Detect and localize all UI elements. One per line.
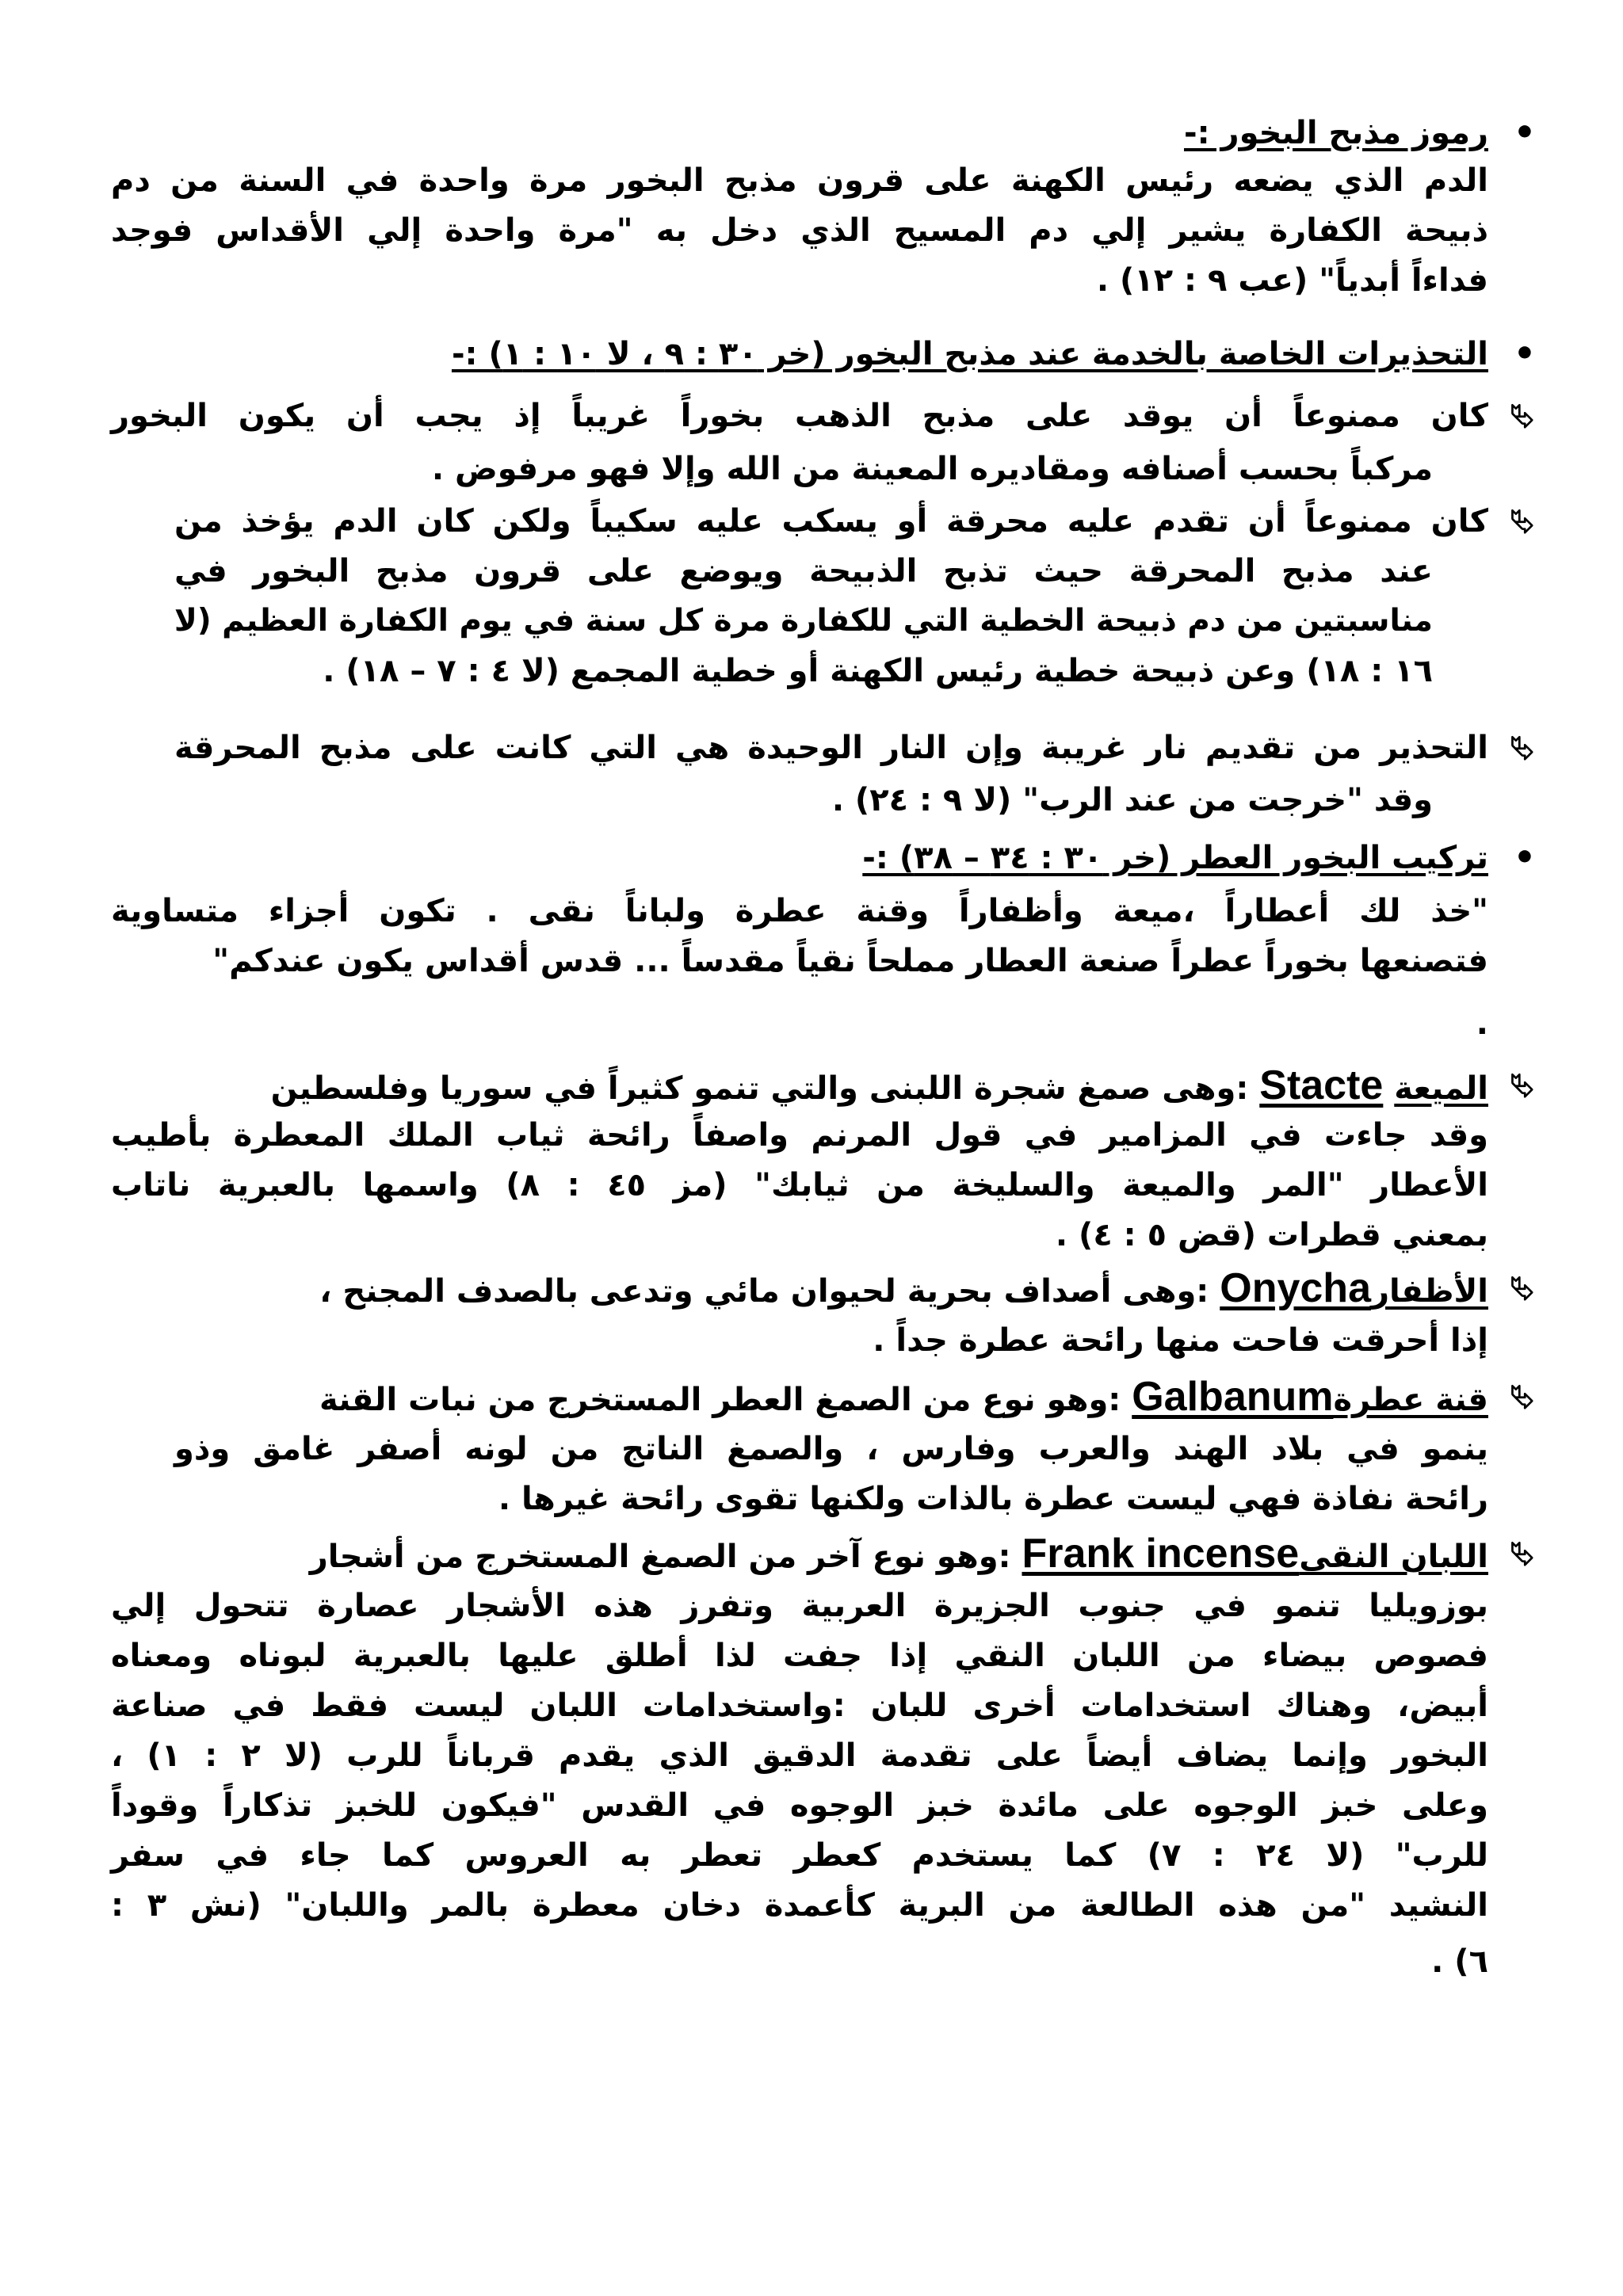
body-line: وقد "خرجت من عند الرب" (لا ٩ : ٢٤) . <box>831 782 1433 818</box>
ingredient-text: :وهى أصداف بحرية لحيوان مائي وتدعى بالصدف المجنح ، <box>319 1273 1209 1310</box>
ingredient-term: اللبان النقى <box>1299 1539 1488 1575</box>
body-line: كان ممنوعاً أن تقدم عليه محرقة أو يسكب عليه سكيباً ولكن كان الدم يؤخذ من <box>174 503 1488 540</box>
arrow-bullet-icon: ⮱ <box>1510 504 1534 539</box>
ingredient-term: الأظفار <box>1370 1273 1488 1310</box>
body-line: ينمو في بلاد الهند والعرب وفارس ، والصمغ الناتج من لونه أصفر غامق وذو <box>174 1431 1488 1467</box>
bullet-marker: • <box>1513 837 1536 878</box>
body-line: إذا أحرقت فاحت منها رائحة عطرة جداً . <box>873 1322 1488 1359</box>
ingredient-term: الميعة <box>1394 1070 1488 1107</box>
ingredient-term: قنة عطرة <box>1333 1382 1488 1418</box>
quote-line: "خذ لك أعطاراً ،ميعة وأظفاراً وقنة عطرة ولباناً نقى . تكون أجزاء متساوية <box>111 893 1488 929</box>
body-line: الأعطار "المر والميعة والسليخة من ثيابك" (مز ٤٥ : ٨) واسمها بالعبرية ناتاب <box>111 1167 1488 1203</box>
body-line: فصوص بيضاء من اللبان النقي إذا جفت لذا أطلق عليها بالعبرية لبوناه ومعناه <box>111 1638 1488 1674</box>
body-line: مناسبتين من دم ذبيحة الخطية التي للكفارة مرة كل سنة في يوم الكفارة العظيم (لا <box>174 603 1433 639</box>
ingredient-latin: Frank incense <box>1022 1531 1300 1577</box>
arrow-bullet-icon: ⮱ <box>1510 1379 1534 1414</box>
arrow-bullet-icon: ⮱ <box>1510 1536 1534 1571</box>
bullet-marker: • <box>1513 113 1536 153</box>
stacte-line <box>271 1062 1488 1112</box>
galbanum-line <box>319 1373 1488 1424</box>
frankincense-line <box>310 1530 1488 1581</box>
body-line: بوزويليا تنمو في جنوب الجزيرة العربية وتفرز هذه الأشجار عصارة تتحول إلي <box>111 1588 1488 1624</box>
body-line: بمعني قطرات (قض ٥ : ٤) . <box>1055 1217 1488 1253</box>
body-line: ١٦ : ١٨) وعن ذبيحة خطية رئيس الكهنة أو خطية المجمع (لا ٤ : ٧ – ١٨) . <box>323 653 1433 689</box>
body-line: ذبيحة الكفارة يشير إلي دم المسيح الذي دخل به "مرة واحدة إلي الأقداس فوجد <box>111 212 1488 249</box>
body-line: رائحة نفاذة فهي ليست عطرة بالذات ولكنها تقوى رائحة غيرها . <box>498 1481 1488 1517</box>
section-heading-composition: تركيب البخور العطر (خر ٣٠ : ٣٤ – ٣٨) :- <box>862 840 1488 876</box>
quote-line: فتصنعها بخوراً عطراً صنعة العطار مملحاً نقياً مقدساً ... قدس أقداس يكون عندكم" <box>212 943 1488 979</box>
body-line: عند مذبح المحرقة حيث تذبح الذبيحة ويوضع على قرون مذبح البخور في <box>174 553 1433 589</box>
ingredient-text: :وهو نوع آخر من الصمغ المستخرج من أشجار <box>309 1539 1011 1575</box>
arrow-bullet-icon: ⮱ <box>1510 1068 1534 1103</box>
arrow-bullet-icon: ⮱ <box>1510 399 1534 433</box>
arrow-bullet-icon: ⮱ <box>1510 730 1534 765</box>
section-heading-symbols: رموز مذبح البخور :- <box>1184 115 1488 151</box>
body-line: وقد جاءت في المزامير في قول المرنم واصفاً رائحة ثياب الملك المعطرة بأطيب <box>111 1117 1488 1154</box>
ingredient-text: :وهو نوع من الصمغ العطر المستخرج من نبات القنة <box>319 1382 1121 1418</box>
arrow-bullet-icon: ⮱ <box>1510 1271 1534 1306</box>
body-line: فداءاً أبدياً" (عب ٩ : ١٢) . <box>1096 262 1488 299</box>
body-line: الدم الذي يضعه رئيس الكهنة على قرون مذبح البخور مرة واحدة في السنة من دم <box>111 162 1488 199</box>
section-heading-warnings: التحذيرات الخاصة بالخدمة عند مذبح البخور (خر ٣٠ : ٩ ، لا ١٠ : ١) :- <box>451 336 1488 372</box>
body-line: التحذير من تقديم نار غريبة وإن النار الوحيدة هي التي كانت على مذبح المحرقة <box>174 730 1488 766</box>
ingredient-text: :وهى صمغ شجرة اللبنى والتي تنمو كثيراً في سوريا وفلسطين <box>270 1070 1249 1107</box>
ingredient-latin: Onycha <box>1220 1265 1371 1311</box>
body-line: للرب" (لا ٢٤ : ٧) كما يستخدم كعطر تعطر به العروس كما جاء في سفر <box>111 1837 1488 1874</box>
body-line: النشيد "من هذه الطالعة من البرية كأعمدة دخان معطرة بالمر واللبان" (نش ٣ : <box>111 1887 1488 1924</box>
body-line: مركباً بحسب أصنافه ومقاديره المعينة من الله وإلا فهو مرفوض . <box>431 451 1433 487</box>
body-line: كان ممنوعاً أن يوقد على مذبح الذهب بخوراً غريباً إذ يجب أن يكون البخور <box>111 398 1488 434</box>
body-line: وعلى خبز الوجوه على مائدة خبز الوجوه في القدس "فيكون للخبز تذكاراً وقوداً <box>111 1787 1488 1824</box>
quote-line: . <box>1476 1005 1488 1042</box>
onycha-line <box>319 1264 1488 1315</box>
bullet-marker: • <box>1513 334 1536 374</box>
body-line: ٦) . <box>1431 1943 1488 1980</box>
body-line: البخور وإنما يضاف أيضاً على تقدمة الدقيق الذي يقدم قرباناً للرب (لا ٢ : ١) ، <box>111 1737 1488 1774</box>
ingredient-latin: Galbanum <box>1132 1374 1334 1420</box>
ingredient-latin: Stacte <box>1259 1062 1384 1108</box>
body-line: أبيض، وهناك استخدامات أخرى للبان :واستخدامات اللبان ليست فقط في صناعة <box>111 1688 1488 1724</box>
